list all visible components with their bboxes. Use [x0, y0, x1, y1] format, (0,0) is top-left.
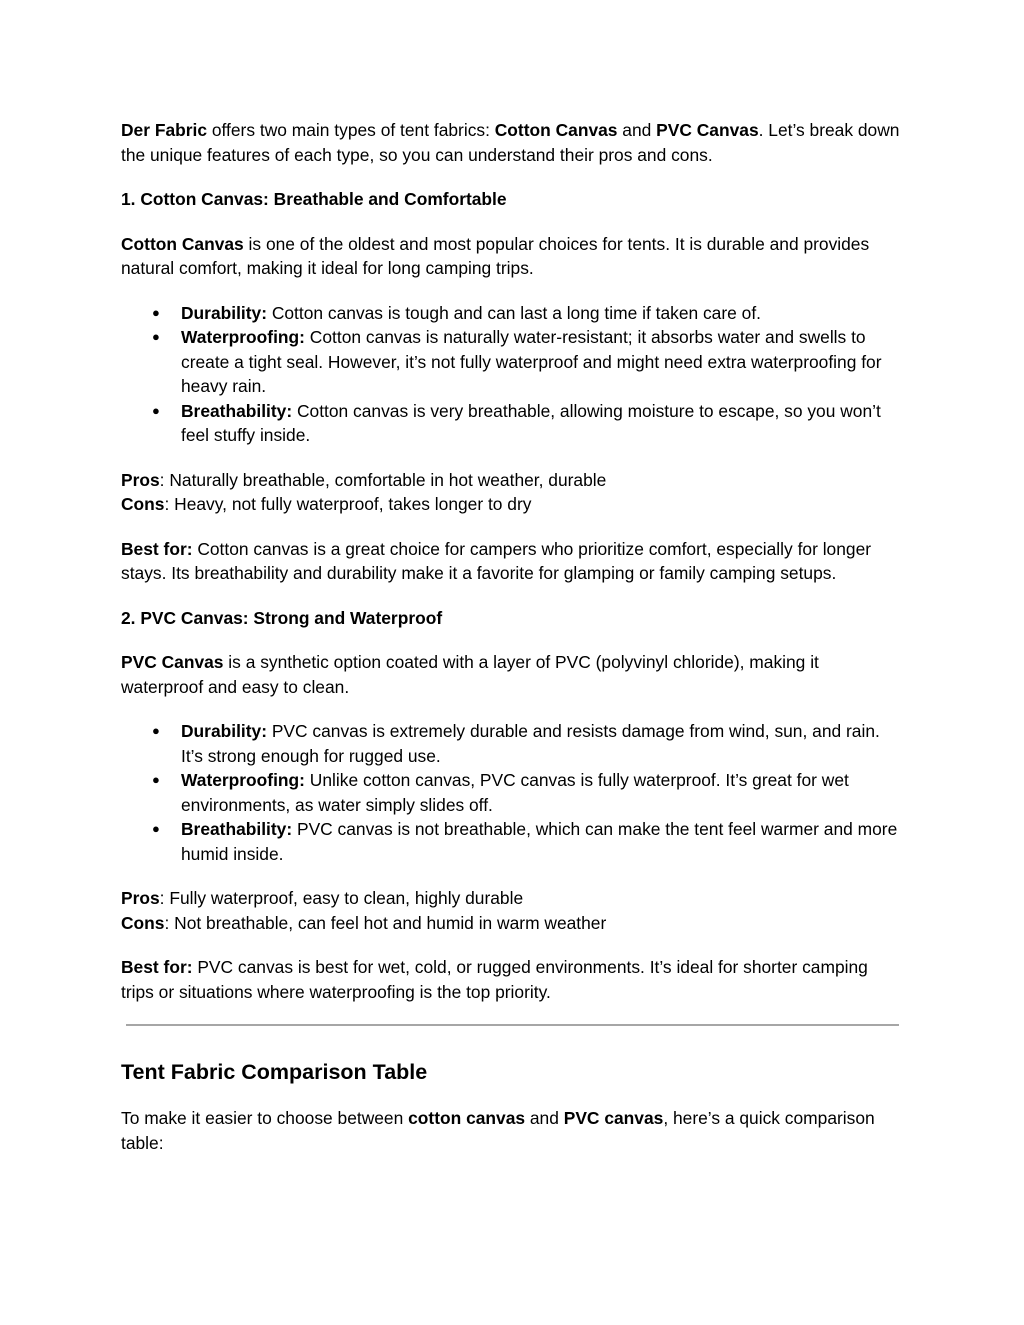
list-item: ● Waterproofing: Unlike cotton canvas, PVC canvas is fully waterproof. It’s great for wet environments, as water simply slides off.	[152, 770, 849, 815]
bullet-icon: ●	[152, 304, 160, 320]
bullet-icon: ●	[152, 329, 160, 344]
document-body	[121, 118, 901, 1175]
list-item: ● Durability: PVC canvas is extremely durable and resists damage from wind, sun, and rain. It’s strong enough for rugged use.	[152, 721, 880, 766]
cotton-pros-cons	[121, 468, 901, 517]
list-item: ● Breathability: PVC canvas is not breathable, which can make the tent feel warmer and more humid inside.	[152, 819, 898, 864]
bullet-icon: ●	[152, 772, 160, 787]
pvc-description: PVC Canvas is a synthetic option coated with a layer of PVC (polyvinyl chloride), making it waterproof and easy to clean.	[121, 652, 819, 697]
intro-paragraph: Der Fabric offers two main types of tent fabrics: Cotton Canvas and PVC Canvas. Let’s break down the unique features of each type, so you can understand their pros and cons.	[121, 120, 900, 165]
pvc-best-for: Best for: PVC canvas is best for wet, cold, or rugged environments. It’s ideal for shorter camping trips or situations where waterproofing is the top priority.	[121, 957, 868, 1002]
bullet-icon: ●	[152, 723, 160, 738]
pvc-section-heading: 2. PVC Canvas: Strong and Waterproof	[121, 607, 443, 628]
pvc-pros-cons	[121, 886, 901, 935]
horizontal-divider	[126, 1024, 899, 1026]
pros-line: Pros: Naturally breathable, comfortable in hot weather, durable	[121, 469, 607, 490]
comparison-heading: Tent Fabric Comparison Table	[121, 1060, 428, 1084]
bullet-icon: ●	[152, 821, 160, 836]
cons-line: Cons: Not breathable, can feel hot and humid in warm weather	[121, 912, 607, 933]
comparison-intro: To make it easier to choose between cotton canvas and PVC canvas, here’s a quick comparison table:	[121, 1108, 875, 1153]
brand-name: Der Fabric	[121, 120, 208, 140]
cotton-description: Cotton Canvas is one of the oldest and most popular choices for tents. It is durable and provides natural comfort, making it ideal for long camping trips.	[121, 233, 870, 278]
cons-line: Cons: Heavy, not fully waterproof, takes longer to dry	[121, 494, 532, 514]
cotton-feature-list	[121, 301, 901, 448]
cotton-best-for: Best for: Cotton canvas is a great choice for campers who prioritize comfort, especially for longer stays. Its breathability and durability make it a favorite for glamping or family camping setups.	[121, 538, 872, 583]
pvc-feature-list	[121, 719, 901, 866]
cotton-section-heading: 1. Cotton Canvas: Breathable and Comfortable	[121, 189, 507, 209]
bullet-icon: ●	[152, 402, 160, 418]
pros-line: Pros: Fully waterproof, easy to clean, highly durable	[121, 888, 524, 908]
list-item: ● Breathability: Cotton canvas is very breathable, allowing moisture to escape, so you won’t feel stuffy inside.	[152, 400, 881, 445]
list-item: ● Durability: Cotton canvas is tough and can last a long time if taken care of.	[121, 301, 901, 326]
list-item: ● Waterproofing: Cotton canvas is naturally water-resistant; it absorbs water and swells to create a tight seal. However, it’s not fully waterproof and might need extra waterproofing for heavy rain.	[152, 327, 882, 396]
